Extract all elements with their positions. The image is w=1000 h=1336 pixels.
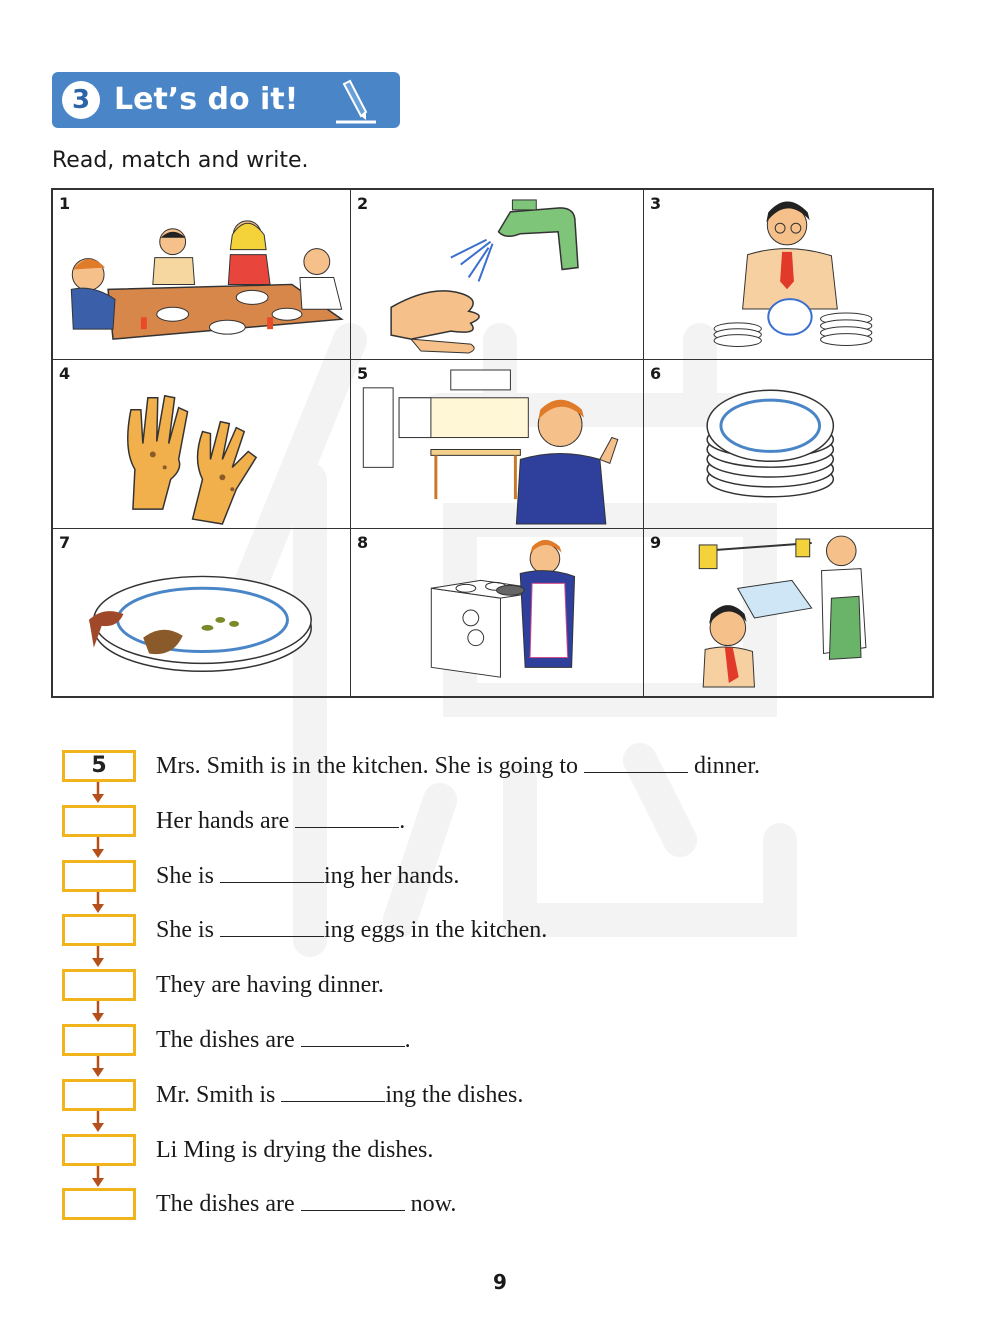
sentence-text [156, 1080, 523, 1110]
answer-box[interactable]: 5 [62, 750, 136, 782]
sentence-text [156, 1025, 411, 1055]
sentence-text [156, 1135, 433, 1165]
answer-box[interactable] [62, 805, 136, 837]
answer-box[interactable] [62, 1134, 136, 1166]
picture-cell-5 [351, 360, 644, 529]
sentence-part-before: Her hands are [156, 808, 296, 834]
down-arrow-icon [91, 1001, 105, 1023]
washing-up-picture [644, 529, 932, 696]
answer-box[interactable] [62, 969, 136, 1001]
picture-cell-1 [53, 190, 351, 360]
mother-in-kitchen-picture [351, 360, 643, 528]
section-title: Let’s do it! [114, 82, 299, 117]
sentence-text [156, 1189, 456, 1219]
answer-box[interactable] [62, 1079, 136, 1111]
fill-in-blank[interactable] [220, 862, 324, 883]
picture-number: 7 [59, 533, 71, 552]
fill-in-blank[interactable] [281, 1081, 385, 1102]
down-arrow-icon [91, 837, 105, 859]
sentence-part-after: ing the dishes. [385, 1082, 524, 1108]
sentence-part-after: ing her hands. [324, 863, 460, 889]
fill-in-blank[interactable] [301, 1026, 405, 1047]
picture-number: 4 [59, 364, 71, 383]
picture-cell-7 [53, 529, 351, 696]
instruction-text: Read, match and write. [52, 148, 309, 173]
picture-number: 5 [357, 364, 369, 383]
sentence-text [156, 806, 405, 836]
sentence-part-before: Mrs. Smith is in the kitchen. She is going to [156, 753, 585, 779]
picture-grid [51, 188, 934, 698]
picture-cell-4 [53, 360, 351, 529]
washing-hands-picture [351, 190, 643, 359]
section-number: 3 [62, 81, 100, 119]
page-number: 9 [493, 1270, 507, 1294]
answer-box[interactable] [62, 860, 136, 892]
picture-number: 8 [357, 533, 369, 552]
down-arrow-icon [91, 892, 105, 914]
answer-box[interactable] [62, 1188, 136, 1220]
picture-cell-2 [351, 190, 644, 360]
picture-cell-3 [644, 190, 932, 360]
sentence-part-before: They are having dinner. [156, 972, 384, 998]
sentence-part-before: The dishes are [156, 1191, 301, 1217]
sentence-part-after: . [399, 808, 406, 834]
dirty-plate-picture [53, 529, 350, 696]
picture-number: 2 [357, 194, 369, 213]
sentence-part-before: The dishes are [156, 1027, 301, 1053]
sentence-text [156, 915, 547, 945]
sentence-part-before: She is [156, 917, 221, 943]
clean-plates-picture [644, 360, 932, 528]
picture-number: 3 [650, 194, 662, 213]
down-arrow-icon [91, 1166, 105, 1188]
fill-in-blank[interactable] [220, 916, 324, 937]
picture-number: 6 [650, 364, 662, 383]
sentence-part-before: Li Ming is drying the dishes. [156, 1137, 434, 1163]
sentence-text [156, 861, 459, 891]
sentence-part-before: She is [156, 863, 221, 889]
picture-number: 1 [59, 194, 71, 213]
cooking-picture [351, 529, 643, 696]
picture-cell-6 [644, 360, 932, 529]
picture-cell-8 [351, 529, 644, 696]
sentence-text [156, 970, 384, 1000]
fill-in-blank[interactable] [584, 752, 688, 773]
fill-in-blank[interactable] [301, 1190, 405, 1211]
down-arrow-icon [91, 1111, 105, 1133]
fill-in-blank[interactable] [295, 807, 399, 828]
picture-cell-9 [644, 529, 932, 696]
sentence-text [156, 751, 760, 781]
down-arrow-icon [91, 782, 105, 804]
down-arrow-icon [91, 946, 105, 968]
sentence-part-after: dinner. [688, 753, 761, 779]
sentence-part-after: ing eggs in the kitchen. [324, 917, 548, 943]
sentence-part-after: now. [404, 1191, 457, 1217]
family-dinner-picture [53, 190, 350, 359]
section-header-banner [52, 72, 400, 128]
pencil-icon [332, 76, 382, 126]
boy-washing-dishes-picture [644, 190, 932, 359]
picture-number: 9 [650, 533, 662, 552]
dirty-hands-picture [53, 360, 350, 528]
answer-box[interactable] [62, 914, 136, 946]
answer-box[interactable] [62, 1024, 136, 1056]
sentence-part-before: Mr. Smith is [156, 1082, 282, 1108]
down-arrow-icon [91, 1056, 105, 1078]
sentence-part-after: . [404, 1027, 411, 1053]
